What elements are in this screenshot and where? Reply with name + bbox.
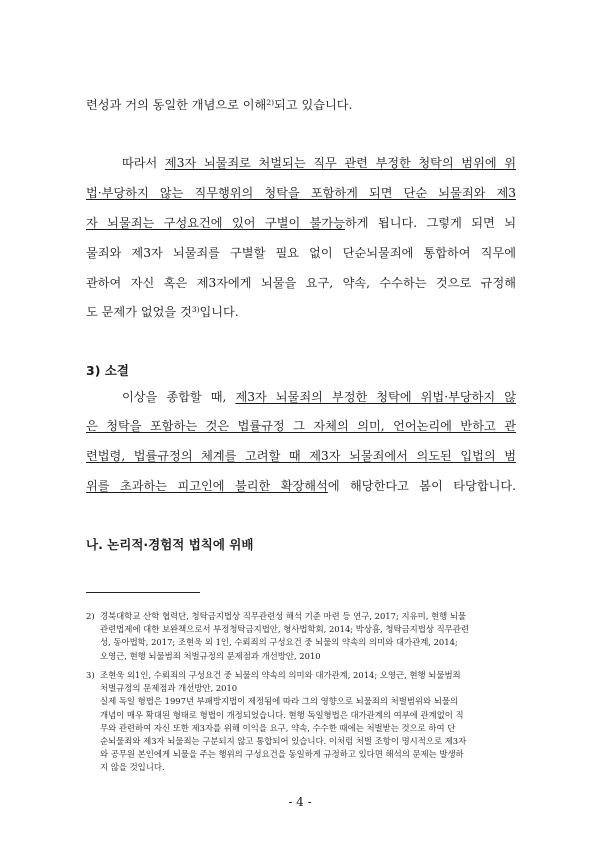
footnote-ref-2[interactable]: 2): [266, 98, 275, 107]
footnote-ref-3[interactable]: 3): [191, 305, 200, 314]
page-number: - 4 -: [288, 795, 312, 809]
section-heading-conclusion: 3) 소결: [86, 363, 129, 378]
footnote-2: 2) 경북대학교 산학 협력단, 청탁금지법상 직무관련성 해석 기준 마련 등 연구, 2017; 지유미, 현행 뇌물 관련법제에 대한 보완책으로서 부정청탁금지법안, 형사법학회, 2014; 박상흠, 청탁금지법상 직무관련 성, 동아법학, 2017; 조현욱 외 1인, 수뢰죄의 구성요건 중 뇌물의 약속의 의미와 대가관계, 2014; 오영근, 현행 뇌물범죄 처벌규정의 문제점과 개선방안, 2010: [86, 610, 520, 663]
para1-line3: 자 뇌물죄는 구성요건에 있어 구별이 불가능하게 됩니다. 그렇게 되면 뇌: [86, 216, 516, 230]
intro-line: 련성과 거의 동일한 개념으로 이해$^{2)}$되고 있습니다.: [86, 98, 353, 112]
para1-line1: 따라서 제3자 뇌물죄로 처벌되는 직무 관련 부정한 청탁의 범위에 위: [122, 156, 516, 170]
para1-line5: 관하여 자신 혹은 제3자에게 뇌물을 요구, 약속, 수수하는 것으로 규정해: [86, 276, 516, 290]
footnote-line: 지 않을 것입니다.: [100, 762, 165, 773]
section3-line3: 련법령, 법률규정의 체계를 고려할 때 제3자 뇌물죄에서 의도된 입법의 범: [86, 449, 516, 463]
para1-line6: 도 문제가 없었을 것$^{3)}$입니다.: [86, 305, 239, 319]
footnote-line: 순뇌물죄와 제3자 뇌물죄는 구분되지 않고 통합되어 있습니다. 이처럼 처벌 조항이 명시적으로 제3자: [100, 736, 467, 747]
section-heading-na: 나. 논리적·경험적 법칙에 위배: [86, 537, 254, 552]
footnote-line: 실제 독일 형법은 1997년 부패방지법이 제정됨에 따라 그의 영향으로 뇌물죄의 처벌범위와 뇌물의: [100, 696, 459, 707]
para1-line2: 법·부당하지 않는 직무행위의 청탁을 포함하게 되면 단순 뇌물죄와 제3: [86, 186, 516, 200]
footnote-line: 조현욱 외1인, 수뢰죄의 구성요건 중 뇌물의 약속의 의미와 대가관계, 2014; 오영근, 현행 뇌물범죄: [100, 670, 461, 680]
footnote-line: 와 공무원 본인에게 뇌물을 주는 행위의 구성요건을 동일하게 규정하고 있다면 해석의 문제는 발생하: [100, 749, 464, 760]
para1-line4: 물죄와 제3자 뇌물죄를 구별할 필요 없이 단순뇌물죄에 통합하여 직무에: [86, 246, 516, 260]
footnote-divider: [86, 592, 200, 593]
footnote-line: 경북대학교 산학 협력단, 청탁금지법상 직무관련성 해석 기준 마련 등 연구, 2017; 지유미, 현행 뇌물: [100, 611, 467, 621]
footnote-line: 처벌규정의 문제점과 개선방안, 2010: [100, 683, 238, 694]
footnote-line: 개념이 매우 확대된 형태로 형법이 개정되었습니다. 현행 독일형법은 대가관계의 여부에 관계없이 직: [100, 709, 464, 720]
footnote-line: 관련법제에 대한 보완책으로서 부정청탁금지법안, 형사법학회, 2014; 박상흠, 청탁금지법상 직무관련: [100, 624, 469, 635]
section3-line4: 위를 초과하는 피고인에 불리한 확장해석에 해당한다고 봄이 타당합니다.: [86, 479, 517, 493]
footnote-3: 3) 조현욱 외1인, 수뢰죄의 구성요건 중 뇌물의 약속의 의미와 대가관계, 2014; 오영근, 현행 뇌물범죄 처벌규정의 문제점과 개선방안, 2010 실제 독일 형법은 1997년 부패방지법이 제정됨에 따라 그의 영향으로 뇌물죄의 처벌범위와 뇌물의 개념이 매우 확대된 형태로 형법이 개정되었습니다. 현행 독일형법은 대가관계의 여부에 관계없이 직 무와 관련하여 자신 또한 제3자를 위해 이익을 요구, 약속, 수수한 때에는 처벌받는 것으로 하여 단 순뇌물죄와 제3자 뇌물죄는 구분되지 않고 통합되어 있습니다. 이처럼 처벌 조항이 명시적으로 제3자 와 공무원 본인에게 뇌물을 주는 행위의 구성요건을 동일하게 규정하고 있다면 해석의 문제는 발생하 지 않을 것입니다.: [86, 669, 520, 775]
footnote-line: 무와 관련하여 자신 또한 제3자를 위해 이익을 요구, 약속, 수수한 때에는 처벌받는 것으로 하여 단: [100, 722, 456, 733]
footnote-line: 성, 동아법학, 2017; 조현욱 외 1인, 수뢰죄의 구성요건 중 뇌물의 약속의 의미와 대가관계, 2014;: [100, 637, 458, 648]
section3-line1: 이상을 종합할 때, 제3자 뇌물죄의 부정한 청탁에 위법·부당하지 않: [122, 390, 516, 404]
section3-line2: 은 청탁을 포함하는 것은 법률규정 그 자체의 의미, 언어논리에 반하고 관: [86, 419, 516, 433]
footnote-line: 오영근, 현행 뇌물범죄 처벌규정의 문제점과 개선방안, 2010: [100, 650, 321, 661]
